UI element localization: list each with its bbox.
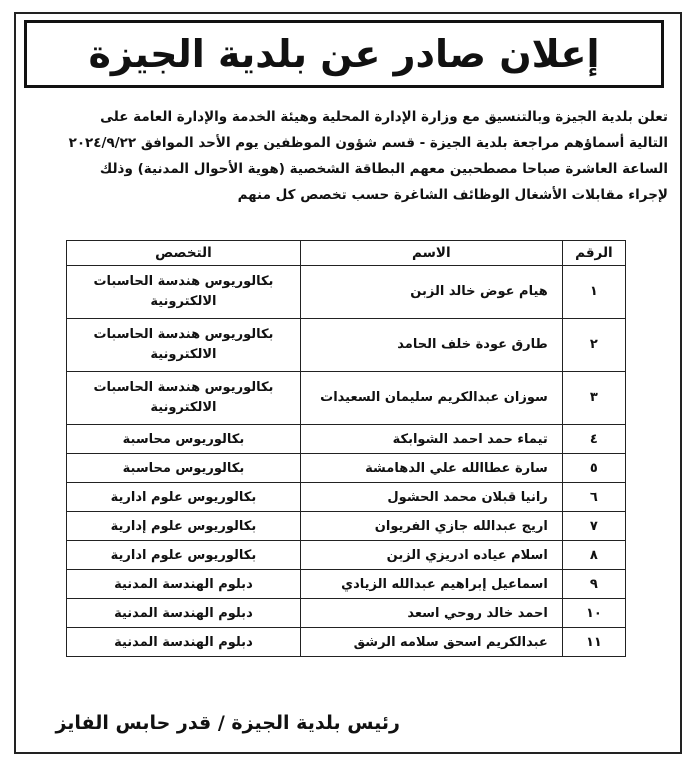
row-name: عبدالكريم اسحق سلامه الرشق <box>300 628 562 657</box>
row-name: سارة عطاالله علي الدهامشة <box>300 454 562 483</box>
row-num: ١٠ <box>562 599 625 628</box>
row-name: رانيا قبلان محمد الحشول <box>300 483 562 512</box>
row-num: ١١ <box>562 628 625 657</box>
table-row <box>67 425 626 454</box>
row-num: ٥ <box>562 454 625 483</box>
row-spec: بكالوريوس علوم ادارية <box>67 483 301 512</box>
table-row <box>67 512 626 541</box>
row-num: ٦ <box>562 483 625 512</box>
row-spec: بكالوريوس هندسة الحاسبات الالكترونية <box>67 266 301 319</box>
row-num: ١ <box>562 266 625 319</box>
header-spec: التخصص <box>67 241 301 266</box>
row-name: طارق عودة خلف الحامد <box>300 319 562 372</box>
intro-line: الساعة العاشرة صباحا مصطحبين معهم البطاقة الشخصية (هوية الأحوال المدنية) وذلك <box>99 161 668 177</box>
page-title: إعلان صادر عن بلدية الجيزة <box>88 32 600 76</box>
table-row <box>67 266 626 319</box>
header-num: الرقم <box>562 241 625 266</box>
candidates-table <box>66 240 626 657</box>
row-num: ٣ <box>562 372 625 425</box>
table-row <box>67 483 626 512</box>
row-spec: بكالوريوس محاسبة <box>67 425 301 454</box>
row-num: ٩ <box>562 570 625 599</box>
table-row <box>67 570 626 599</box>
table-row <box>67 541 626 570</box>
table-row <box>67 454 626 483</box>
row-name: احمد خالد روحي اسعد <box>300 599 562 628</box>
row-name: سوزان عبدالكريم سليمان السعيدات <box>300 372 562 425</box>
row-name: هيام عوض خالد الزبن <box>300 266 562 319</box>
row-num: ٢ <box>562 319 625 372</box>
row-num: ٨ <box>562 541 625 570</box>
table-row <box>67 319 626 372</box>
signature: رئيس بلدية الجيزة / قدر حابس الفايز <box>55 712 400 734</box>
row-spec: بكالوريوس هندسة الحاسبات الالكترونية <box>67 319 301 372</box>
row-name: تيماء حمد احمد الشوابكة <box>300 425 562 454</box>
row-spec: بكالوريوس علوم إدارية <box>67 512 301 541</box>
row-spec: دبلوم الهندسة المدنية <box>67 628 301 657</box>
table-header-row <box>67 241 626 266</box>
row-num: ٤ <box>562 425 625 454</box>
table-row <box>67 372 626 425</box>
title-box <box>24 20 664 88</box>
intro-line: تعلن بلدية الجيزة وبالتنسيق مع وزارة الإدارة المحلية وهيئة الخدمة والإدارة العامة على <box>100 109 668 125</box>
row-name: اسلام عياده ادريزي الزبن <box>300 541 562 570</box>
row-name: اريج عبدالله جازي الفريوان <box>300 512 562 541</box>
announcement-text <box>28 104 668 208</box>
intro-line: التالية أسماؤهم مراجعة بلدية الجيزة - قسم شؤون الموظفين يوم الأحد الموافق ٢٠٢٤/٩/٢٢ <box>68 135 668 151</box>
row-spec: بكالوريوس هندسة الحاسبات الالكترونية <box>67 372 301 425</box>
row-num: ٧ <box>562 512 625 541</box>
intro-line: لإجراء مقابلات الأشغال الوظائف الشاغرة حسب تخصص كل منهم <box>237 187 668 203</box>
table-row <box>67 628 626 657</box>
table-row <box>67 599 626 628</box>
row-spec: دبلوم الهندسة المدنية <box>67 599 301 628</box>
row-spec: دبلوم الهندسة المدنية <box>67 570 301 599</box>
header-name: الاسم <box>300 241 562 266</box>
row-spec: بكالوريوس علوم ادارية <box>67 541 301 570</box>
row-spec: بكالوريوس محاسبة <box>67 454 301 483</box>
row-name: اسماعيل إبراهيم عبدالله الزيادي <box>300 570 562 599</box>
